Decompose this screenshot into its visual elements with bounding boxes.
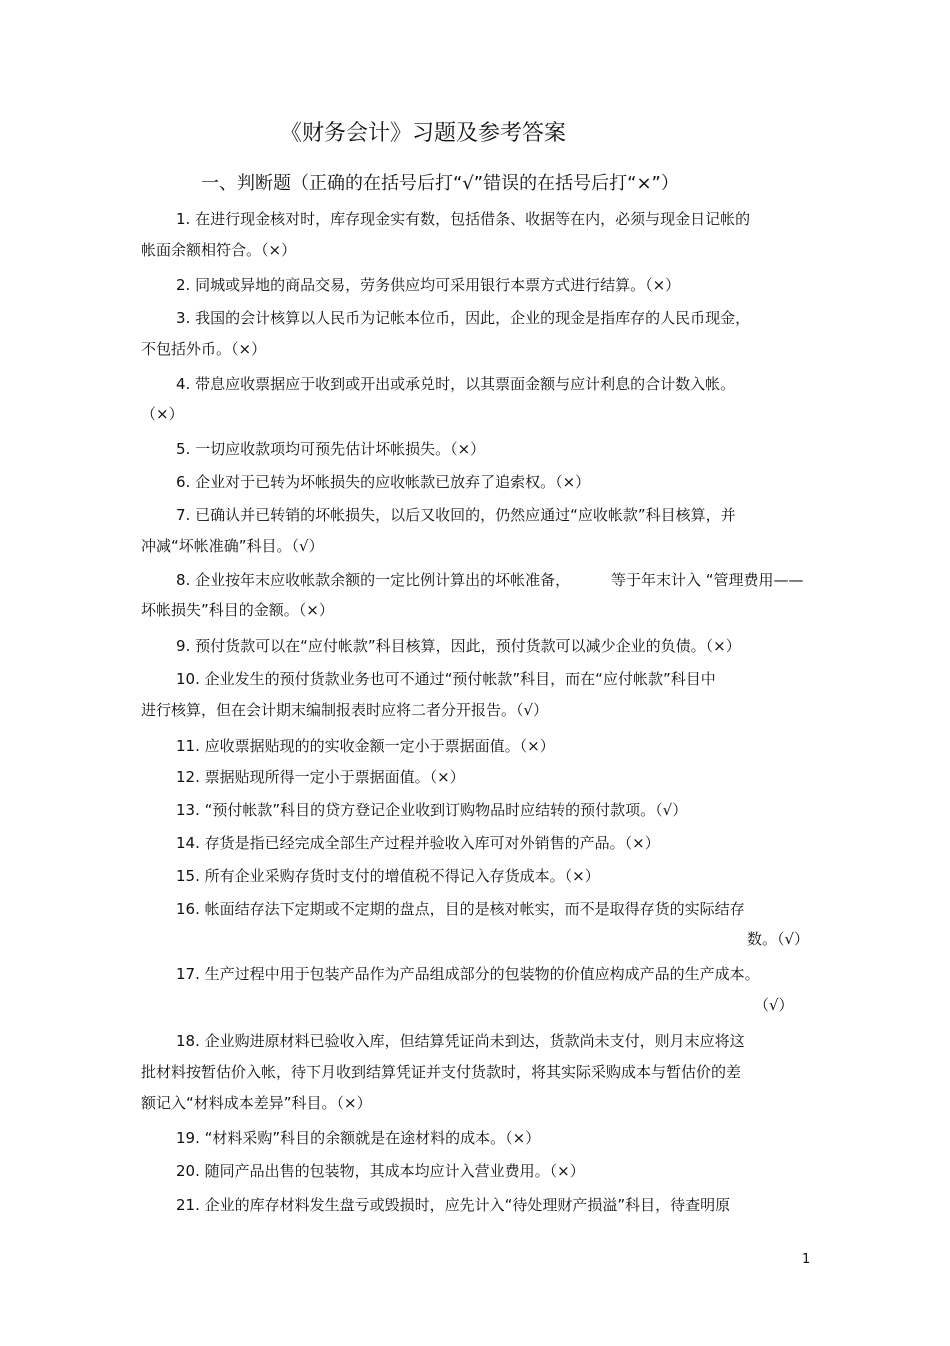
question-line: 19. “材料采购”科目的余额就是在途材料的成本。（×） bbox=[176, 1129, 541, 1147]
question-line: 17. 生产过程中用于包装产品作为产品组成部分的包装物的价值应构成产品的生产成本。 bbox=[176, 965, 760, 983]
document-title: 《财务会计》习题及参考答案 bbox=[280, 121, 567, 146]
question-line: 14. 存货是指已经完成全部生产过程并验收入库可对外销售的产品。（×） bbox=[176, 834, 660, 852]
question-line: 13. “预付帐款”科目的贷方登记企业收到订购物品时应结转的预付款项。（√） bbox=[176, 801, 688, 819]
question-line: 1. 在进行现金核对时，库存现金实有数，包括借条、收据等在内，必须与现金日记帐的 bbox=[176, 210, 751, 228]
section-heading: 一、判断题（正确的在括号后打“√”错误的在括号后打“×”） bbox=[201, 173, 679, 194]
question-line: 2. 同城或异地的商品交易，劳务供应均可采用银行本票方式进行结算。（×） bbox=[176, 276, 681, 294]
question-line: 16. 帐面结存法下定期或不定期的盘点，目的是核对帐实，而不是取得存货的实际结存 bbox=[176, 900, 745, 918]
question-line: 12. 票据贴现所得一定小于票据面值。（×） bbox=[176, 768, 465, 786]
question-line: 5. 一切应收款项均可预先估计坏帐损失。（×） bbox=[176, 440, 486, 458]
question-line: 4. 带息应收票据应于收到或开出或承兑时，以其票面金额与应计利息的合计数入帐。 bbox=[176, 375, 736, 393]
question-line: 批材料按暂估价入帐，待下月收到结算凭证并支付货款时，将其实际采购成本与暂估价的差 bbox=[141, 1063, 742, 1081]
question-line: 15. 所有企业采购存货时支付的增值税不得记入存货成本。（×） bbox=[176, 867, 600, 885]
question-line: 3. 我国的会计核算以人民币为记帐本位币，因此，企业的现金是指库存的人民币现金， bbox=[176, 309, 751, 327]
question-line: 11. 应收票据贴现的的实收金额一定小于票据面值。（×） bbox=[176, 737, 555, 755]
question-line: 9. 预付货款可以在“应付帐款”科目核算，因此，预付货款可以减少企业的负债。（×） bbox=[176, 637, 741, 655]
question-line: （×） bbox=[141, 405, 184, 423]
question-line: 21. 企业的库存材料发生盘亏或毁损时，应先计入“待处理财产损溢”科目，待查明原 bbox=[176, 1196, 731, 1214]
question-line: 10. 企业发生的预付货款业务也可不通过“预付帐款”科目，而在“应付帐款”科目中 bbox=[176, 670, 716, 688]
question-line: 冲减“坏帐准确”科目。（√） bbox=[141, 537, 324, 555]
question-line: （√） bbox=[754, 996, 794, 1014]
question-line: 等于年末计入 “管理费用—— bbox=[611, 571, 804, 589]
question-line: 额记入“材料成本差异”科目。（×） bbox=[141, 1094, 372, 1112]
question-line: 18. 企业购进原材料已验收入库，但结算凭证尚未到达，货款尚未支付，则月末应将这 bbox=[176, 1032, 745, 1050]
question-line: 7. 已确认并已转销的坏帐损失，以后又收回的，仍然应通过“应收帐款”科目核算，并 bbox=[176, 506, 736, 524]
question-line: 数。（√） bbox=[747, 930, 810, 948]
question-line: 8. 企业按年末应收帐款余额的一定比例计算出的坏帐准备， bbox=[176, 571, 571, 589]
question-line: 帐面余额相符合。（×） bbox=[141, 241, 297, 259]
question-line: 20. 随同产品出售的包装物，其成本均应计入营业费用。（×） bbox=[176, 1162, 585, 1180]
question-line: 进行核算，但在会计期末编制报表时应将二者分开报告。（√） bbox=[141, 701, 549, 719]
question-line: 不包括外币。（×） bbox=[141, 340, 267, 358]
page-number: 1 bbox=[802, 1252, 811, 1267]
question-line: 坏帐损失”科目的金额。（×） bbox=[141, 601, 334, 619]
question-line: 6. 企业对于已转为坏帐损失的应收帐款已放弃了追索权。（×） bbox=[176, 473, 591, 491]
